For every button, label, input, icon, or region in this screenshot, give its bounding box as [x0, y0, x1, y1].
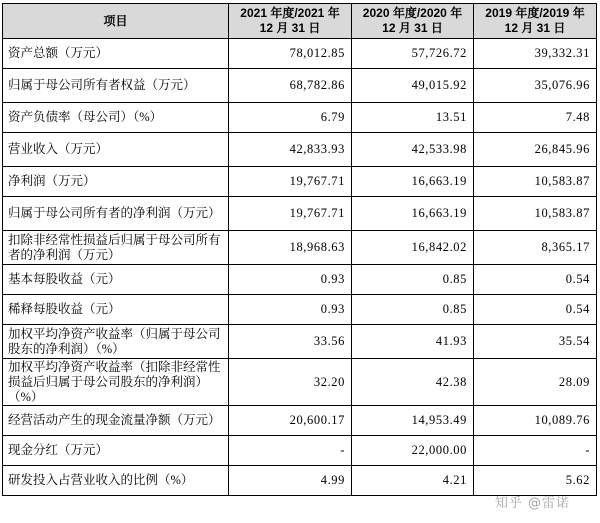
value-2019: 5.62 [474, 466, 597, 496]
table-row [3, 197, 597, 231]
value-2019: 26,845.96 [474, 133, 597, 167]
value-2021: 32.20 [229, 359, 352, 406]
value-2021: 6.79 [229, 103, 352, 133]
table-row [3, 167, 597, 197]
value-2020: 42.38 [352, 359, 474, 406]
table-row [3, 359, 597, 406]
value-2021: 18,968.63 [229, 231, 352, 265]
table-row [3, 133, 597, 167]
table-header-row [3, 4, 597, 39]
value-2019: 28.09 [474, 359, 597, 406]
financial-data-table [2, 3, 597, 496]
row-label: 经营活动产生的现金流量净额（万元） [3, 406, 229, 436]
value-2019: 0.54 [474, 265, 597, 295]
value-2021: 0.93 [229, 295, 352, 325]
value-2019: 7.48 [474, 103, 597, 133]
row-label: 营业收入（万元） [3, 133, 229, 167]
value-2019: 35.54 [474, 325, 597, 359]
row-label: 扣除非经常性损益后归属于母公司所有者的净利润（万元） [3, 231, 229, 265]
row-label: 现金分红（万元） [3, 436, 229, 466]
row-label: 研发投入占营业收入的比例（%） [3, 466, 229, 496]
value-2020: 49,015.92 [352, 69, 474, 103]
value-2020: 0.85 [352, 265, 474, 295]
value-2021: 19,767.71 [229, 197, 352, 231]
header-2020: 2020 年度/2020 年 12 月 31 日 [352, 4, 474, 39]
value-2019: 10,089.76 [474, 406, 597, 436]
value-2019: 0.54 [474, 295, 597, 325]
zhihu-watermark: 知乎 @雷诺 [494, 496, 570, 511]
value-2020: 0.85 [352, 295, 474, 325]
row-label: 加权平均净资产收益率（扣除非经常性损益后归属于母公司股东的净利润）（%） [3, 359, 229, 406]
value-2021: 0.93 [229, 265, 352, 295]
row-label: 资产负债率（母公司）（%） [3, 103, 229, 133]
value-2020: 41.93 [352, 325, 474, 359]
value-2019: 35,076.96 [474, 69, 597, 103]
value-2021: 33.56 [229, 325, 352, 359]
financial-table-container [2, 3, 596, 496]
table-row [3, 295, 597, 325]
table-row [3, 39, 597, 69]
row-label: 归属于母公司所有者权益（万元） [3, 69, 229, 103]
row-label: 加权平均净资产收益率（归属于母公司股东的净利润）（%） [3, 325, 229, 359]
value-2019: 8,365.17 [474, 231, 597, 265]
header-item: 项目 [3, 4, 229, 39]
value-2021: 78,012.85 [229, 39, 352, 69]
header-2019: 2019 年度/2019 年 12 月 31 日 [474, 4, 597, 39]
table-row [3, 436, 597, 466]
value-2021: 68,782.86 [229, 69, 352, 103]
value-2021: 19,767.71 [229, 167, 352, 197]
table-row [3, 325, 597, 359]
value-2019: 10,583.87 [474, 167, 597, 197]
value-2021: 20,600.17 [229, 406, 352, 436]
value-2020: 42,533.98 [352, 133, 474, 167]
row-label: 稀释每股收益（元） [3, 295, 229, 325]
table-row [3, 69, 597, 103]
table-row [3, 265, 597, 295]
value-2021: 4.99 [229, 466, 352, 496]
value-2020: 16,663.19 [352, 167, 474, 197]
table-row [3, 406, 597, 436]
row-label: 归属于母公司所有者的净利润（万元） [3, 197, 229, 231]
value-2019: 39,332.31 [474, 39, 597, 69]
value-2020: 57,726.72 [352, 39, 474, 69]
table-row [3, 231, 597, 265]
value-2020: 22,000.00 [352, 436, 474, 466]
value-2020: 16,842.02 [352, 231, 474, 265]
value-2019: - [474, 436, 597, 466]
value-2019: 10,583.87 [474, 197, 597, 231]
value-2021: 42,833.93 [229, 133, 352, 167]
value-2021: - [229, 436, 352, 466]
value-2020: 16,663.19 [352, 197, 474, 231]
row-label: 净利润（万元） [3, 167, 229, 197]
header-2021: 2021 年度/2021 年 12 月 31 日 [229, 4, 352, 39]
value-2020: 13.51 [352, 103, 474, 133]
value-2020: 4.21 [352, 466, 474, 496]
value-2020: 14,953.49 [352, 406, 474, 436]
table-row [3, 466, 597, 496]
row-label: 资产总额（万元） [3, 39, 229, 69]
table-row [3, 103, 597, 133]
row-label: 基本每股收益（元） [3, 265, 229, 295]
